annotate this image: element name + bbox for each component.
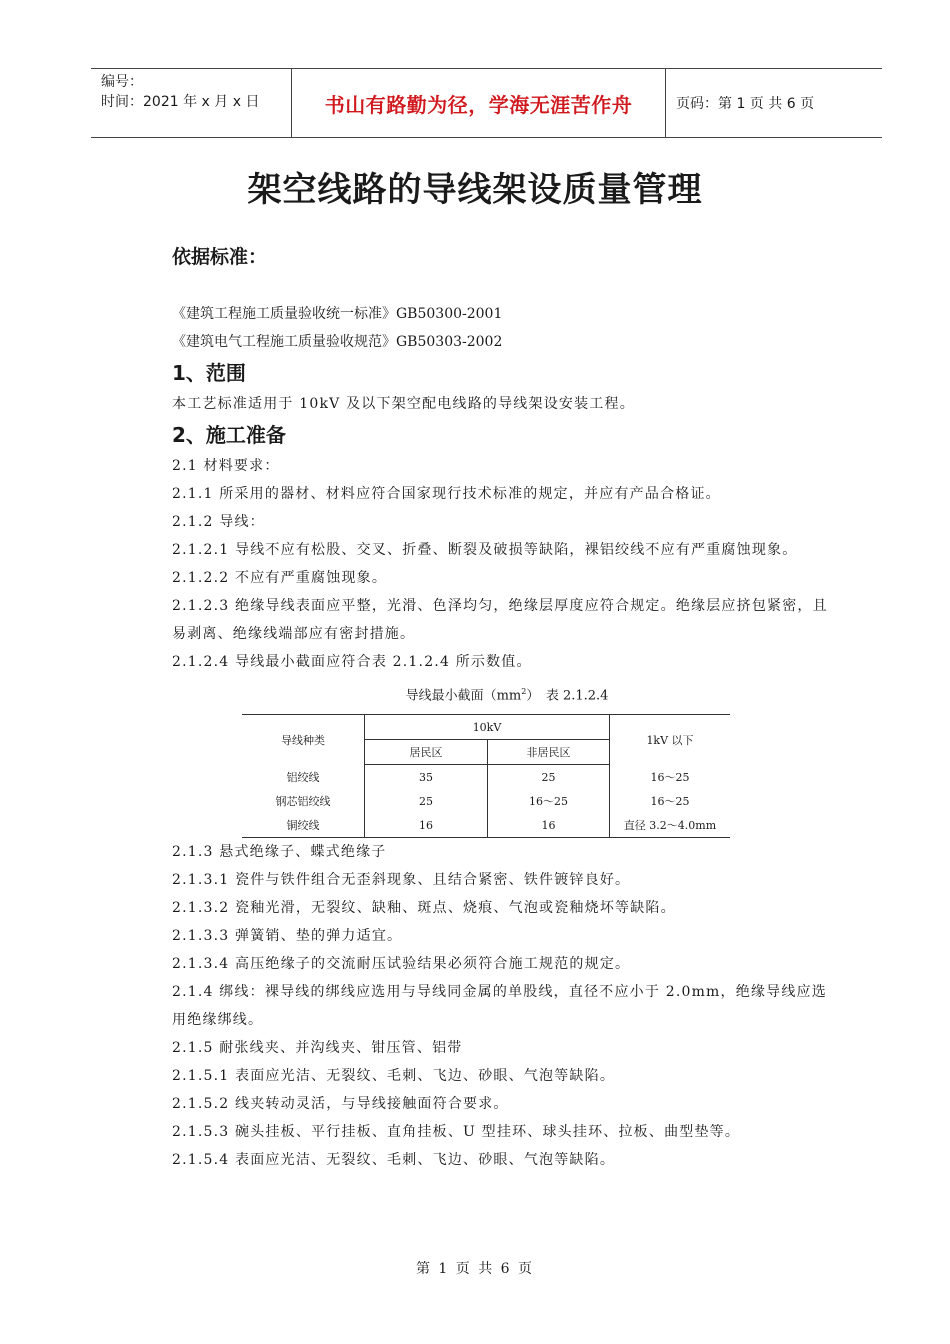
paragraph: 2.1.2 导线： [172,514,265,530]
min-cross-section-table [242,714,730,838]
paragraph: 2.1.2.2 不应有严重腐蚀现象。 [172,570,388,586]
header-meta [91,69,292,137]
standard-item: 《建筑电气工程施工质量验收规范》GB50303-2002 [172,334,503,350]
paragraph: 2.1.3.2 瓷釉光滑，无裂纹、缺釉、斑点、烧痕、气泡或瓷釉烧坏等缺陷。 [172,900,676,917]
paragraph: 2.1.2.3 绝缘导线表面应平整，光滑、色泽均匀，绝缘层厚度应符合规定。绝缘层应挤包紧密，且易剥离、绝缘线端部应有密封措施。 [172,598,828,642]
table-caption [172,678,842,710]
header-cell-type: 导线种类 [242,715,365,765]
table-caption-prefix: 导线最小截面（mm [405,688,522,704]
paragraph: 2.1.5.2 线夹转动灵活，与导线接触面符合要求。 [172,1096,509,1113]
document-title: 架空线路的导线架设质量管理 [247,170,703,210]
cell-nonresident: 25 [488,765,610,790]
header-cell-1kv: 1kV 以下 [610,715,731,765]
table-caption-suffix: ） 表 2.1.2.4 [526,688,609,704]
document-time: 时间：2021 年 x 月 x 日 [101,94,260,110]
paragraph: 2.1.2.1 导线不应有松股、交叉、折叠、断裂及破损等缺陷，裸铝绞线不应有严重腐蚀现象。 [172,542,798,558]
section-heading-scope: 1、范围 [172,361,246,385]
section-heading-preparation: 2、施工准备 [172,423,286,447]
document-number-label: 编号： [101,74,143,90]
paragraph: 2.1.3.4 高压绝缘子的交流耐压试验结果必须符合施工规范的规定。 [172,956,631,973]
table-header-row [242,715,730,740]
paragraph: 2.1.5.3 碗头挂板、平行挂板、直角挂板、U 型挂环、球头挂环、拉板、曲型垫等。 [172,1124,741,1141]
preparation-paragraphs-b [172,838,842,1174]
table-row [242,813,730,838]
table-caption-sup: 2 [521,687,527,696]
paragraph: 2.1.3.3 弹簧销、垫的弹力适宜。 [172,928,403,945]
paragraph: 2.1.1 所采用的器材、材料应符合国家现行技术标准的规定，并应有产品合格证。 [172,486,721,502]
cell-type: 铜绞线 [242,813,365,838]
paragraph: 2.1.2.4 导线最小截面应符合表 2.1.2.4 所示数值。 [172,654,532,670]
cell-nonresident: 16～25 [488,789,610,813]
cell-resident: 16 [365,813,488,838]
paragraph: 2.1.4 绑线：裸导线的绑线应选用与导线同金属的单股线，直径不应小于 2.0mm，绝缘导线应选用绝缘绑线。 [172,984,827,1029]
cell-resident: 35 [365,765,488,790]
cell-nonresident: 16 [488,813,610,838]
cell-type: 钢芯铝绞线 [242,789,365,813]
page-footer: 第 1 页 共 6 页 [415,1261,535,1277]
paragraph: 2.1.5.4 表面应光洁、无裂纹、毛刺、飞边、砂眼、气泡等缺陷。 [172,1152,616,1169]
page-header [91,68,882,138]
header-cell-nonresident: 非居民区 [488,740,610,765]
table-row [242,765,730,790]
paragraph: 2.1.3.1 瓷件与铁件组合无歪斜现象、且结合紧密、铁件镀锌良好。 [172,872,631,889]
cell-below1kv: 16～25 [650,771,690,785]
scope-text: 本工艺标准适用于 10kV 及以下架空配电线路的导线架设安装工程。 [172,396,635,412]
header-cell-resident: 居民区 [365,740,488,765]
header-page-label: 页码：第 1 页 共 6 页 [676,96,815,112]
preparation-paragraphs-a [172,452,842,676]
paragraph: 2.1.3 悬式绝缘子、蝶式绝缘子 [172,844,387,861]
table-row [242,789,730,813]
paragraph: 2.1.5.1 表面应光洁、无裂纹、毛刺、飞边、砂眼、气泡等缺陷。 [172,1068,616,1085]
paragraph: 2.1 材料要求： [172,458,280,474]
cell-resident: 25 [365,789,488,813]
cell-below1kv: 16～25 [650,795,690,809]
standard-item: 《建筑工程施工质量验收统一标准》GB50300-2001 [172,306,503,322]
header-cell-10kv: 10kV [365,715,610,740]
paragraph: 2.1.5 耐张线夹、并沟线夹、钳压管、铝带 [172,1040,463,1057]
cell-type: 铝绞线 [242,765,365,790]
basis-heading: 依据标准： [172,246,268,268]
header-motto: 书山有路勤为径，学海无涯苦作舟 [292,69,666,137]
document-body [172,240,842,1174]
cell-below1kv: 直径 3.2～4.0mm [610,813,731,838]
